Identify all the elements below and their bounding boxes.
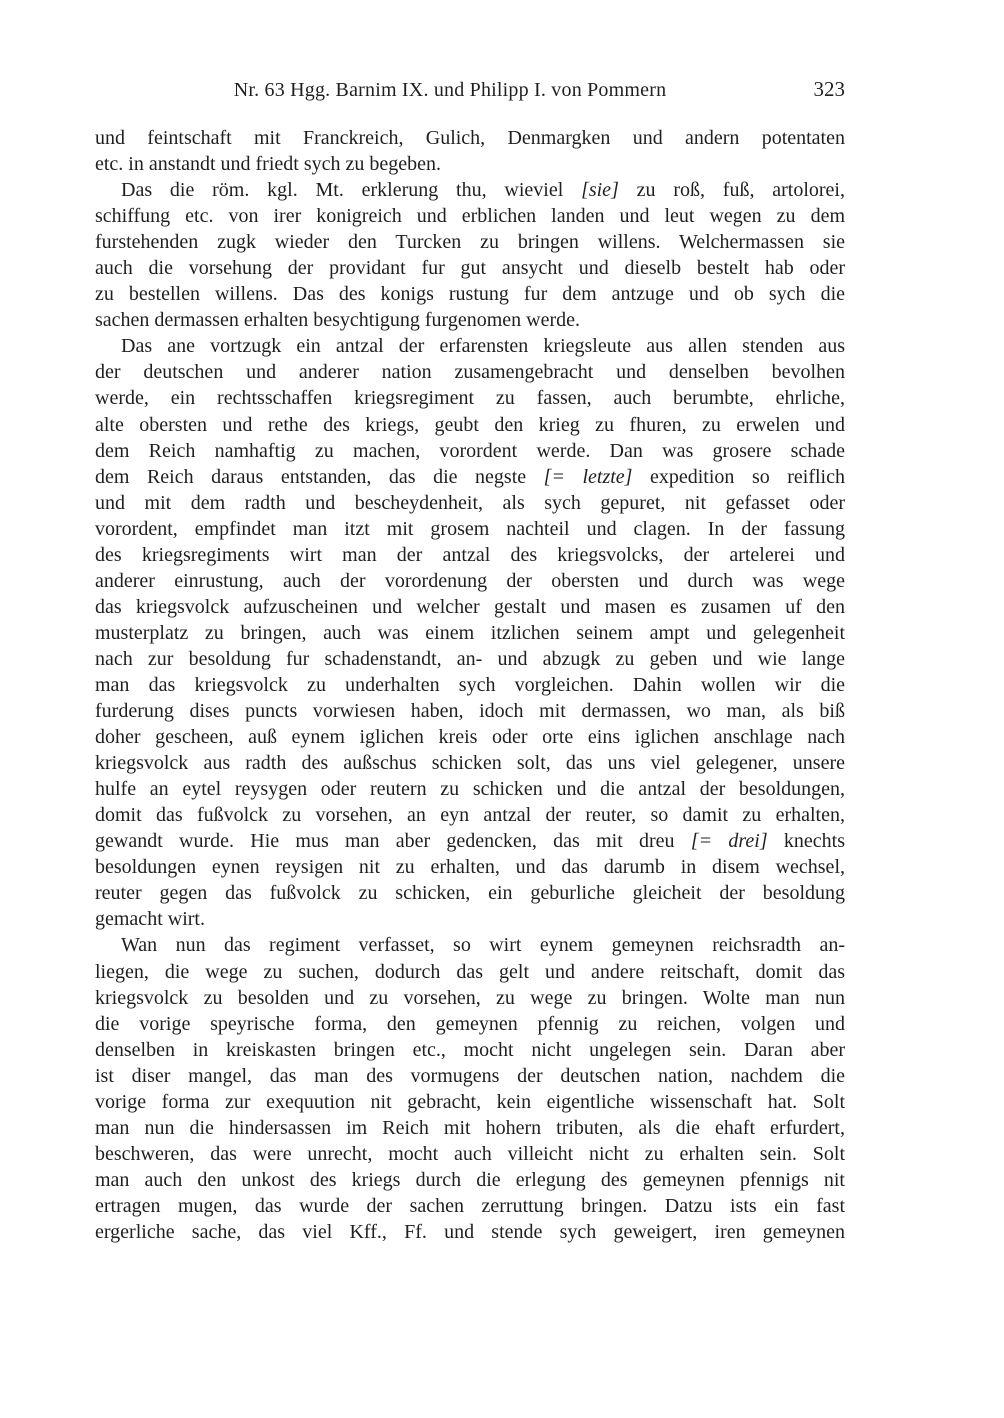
text-line: man nun die hindersassen im Reich mit hohern tributen, als die ehaft erfurdert, (95, 1116, 845, 1139)
text-line: die vorige speyrische forma, den gemeynen pfennig zu reichen, volgen und (95, 1012, 845, 1035)
paragraph (95, 125, 845, 177)
paragraph (95, 333, 845, 932)
text-line: gemacht wirt. (95, 908, 205, 931)
text-line: ist diser mangel, das man des vormugens der deutschen nation, nachdem die (95, 1064, 845, 1087)
text-line: vorige forma zur exequution nit gebracht, kein eigentliche wissenschaft hat. Solt (95, 1090, 845, 1113)
text-line: ertragen mugen, das wurde der sachen zerruttung bringen. Datzu ists ein fast (95, 1194, 845, 1217)
text-line: furstehenden zugk wieder den Turcken zu bringen willens. Welchermassen sie (95, 231, 845, 254)
text-line: werde, ein rechtsschaffen kriegsregiment zu fassen, auch berumbte, ehrliche, (95, 387, 845, 410)
text-line: schiffung etc. von irer konigreich und erblichen landen und leut wegen zu dem (95, 205, 845, 228)
text-line: man das kriegsvolck zu underhalten sych vorgleichen. Dahin wollen wir die (95, 673, 845, 696)
text-line: das kriegsvolck aufzuscheinen und welcher gestalt und masen es zusamen uf den (95, 595, 845, 618)
text-line: musterplatz zu bringen, auch was einem itzlichen seinem ampt und gelegenheit (95, 621, 845, 644)
text-line: man auch den unkost des kriegs durch die erlegung des gemeynen pfennigs nit (95, 1168, 845, 1191)
paragraph (95, 932, 845, 1245)
text-line: beschweren, das were unrecht, mocht auch villeicht nicht zu erhalten sein. Solt (95, 1142, 845, 1165)
page-number: 323 (813, 77, 845, 101)
text-line: domit das fußvolck zu vorsehen, an eyn antzal der reuter, so damit zu erhalten, (95, 804, 845, 827)
running-head-title: Nr. 63 Hgg. Barnim IX. und Philipp I. von Pommern (233, 79, 667, 101)
text-line: denselben in kreiskasten bringen etc., mocht nicht ungelegen sein. Daran aber (95, 1038, 845, 1061)
text-line: vorordent, empfindet man itzt mit grosem nachteil und clagen. In der fassung (95, 517, 845, 540)
text-line: doher gescheen, auß eynem iglichen kreis oder orte eins iglichen anschlage nach (95, 726, 845, 749)
text-line: dem Reich daraus entstanden, das die negste [= letzte] expedition so reiflich (95, 465, 845, 488)
text-line: Das die röm. kgl. Mt. erklerung thu, wieviel [sie] zu roß, fuß, artolorei, (121, 179, 845, 202)
text-line: sachen dermassen erhalten besychtigung furgenomen werde. (95, 309, 581, 332)
text-line: und feintschaft mit Franckreich, Gulich, Denmargken und andern potentaten (95, 127, 845, 149)
editorial-insertion: [= letzte] (543, 465, 633, 488)
text-column (95, 79, 845, 1245)
text-line: furderung dises puncts vorwiesen haben, idoch mit dermassen, wo man, als biß (95, 700, 845, 723)
text-line: Das ane vortzugk ein antzal der erfarensten kriegsleute aus allen stenden aus (121, 335, 845, 358)
text-line: des kriegsregiments wirt man der antzal des kriegsvolcks, der artelerei und (95, 543, 845, 566)
text-line: kriegsvolck zu besolden und zu vorsehen, zu wege zu bringen. Wolte man nun (95, 986, 845, 1009)
text-line: der deutschen und anderer nation zusamengebracht und denselben bevolhen (95, 361, 845, 384)
page-body (95, 125, 845, 1245)
text-line: hulfe an eytel reysygen oder reutern zu schicken und die antzal der besoldungen, (95, 778, 845, 801)
paragraph (95, 177, 845, 333)
text-line: besoldungen eynen reysigen nit zu erhalten, und das darumb in disem wechsel, (95, 856, 845, 879)
text-line: kriegsvolck aus radth des außschus schicken solt, das uns viel gelegener, unsere (95, 752, 845, 775)
text-line: auch die vorsehung der providant fur gut ansycht und dieselb bestelt hab oder (95, 257, 845, 280)
text-line: ergerliche sache, das viel Kff., Ff. und stende sych geweigert, iren gemeynen (95, 1220, 845, 1243)
text-line: anderer einrustung, auch der vorordenung der obersten und durch was wege (95, 569, 845, 592)
text-line: nach zur besoldung fur schadenstandt, an- und abzugk zu geben und wie lange (95, 647, 845, 670)
text-line: Wan nun das regiment verfasset, so wirt eynem gemeynen reichsradth an- (121, 934, 845, 957)
text-line: gewandt wurde. Hie mus man aber gedencken, das mit dreu [= drei] knechts (95, 830, 845, 853)
editorial-insertion: [= drei] (690, 830, 768, 853)
text-line: reuter gegen das fußvolck zu schicken, ein geburliche gleicheit der besoldung (95, 882, 845, 905)
text-line: und mit dem radth und bescheydenheit, als sych gepuret, nit gefasset oder (95, 491, 845, 514)
text-line: alte obersten und rethe des kriegs, geubt den krieg zu fhuren, zu erwelen und (95, 413, 845, 436)
text-line: zu bestellen willens. Das des konigs rustung fur dem antzuge und ob sych die (95, 283, 845, 306)
text-line: dem Reich namhaftig zu machen, vorordent werde. Dan was grosere schade (95, 439, 845, 462)
text-line: etc. in anstandt und friedt sych zu begeben. (95, 153, 441, 176)
running-header (95, 79, 845, 106)
text-line: liegen, die wege zu suchen, dodurch das gelt und andere reitschaft, domit das (95, 960, 845, 983)
editorial-insertion: [sie] (581, 179, 619, 202)
